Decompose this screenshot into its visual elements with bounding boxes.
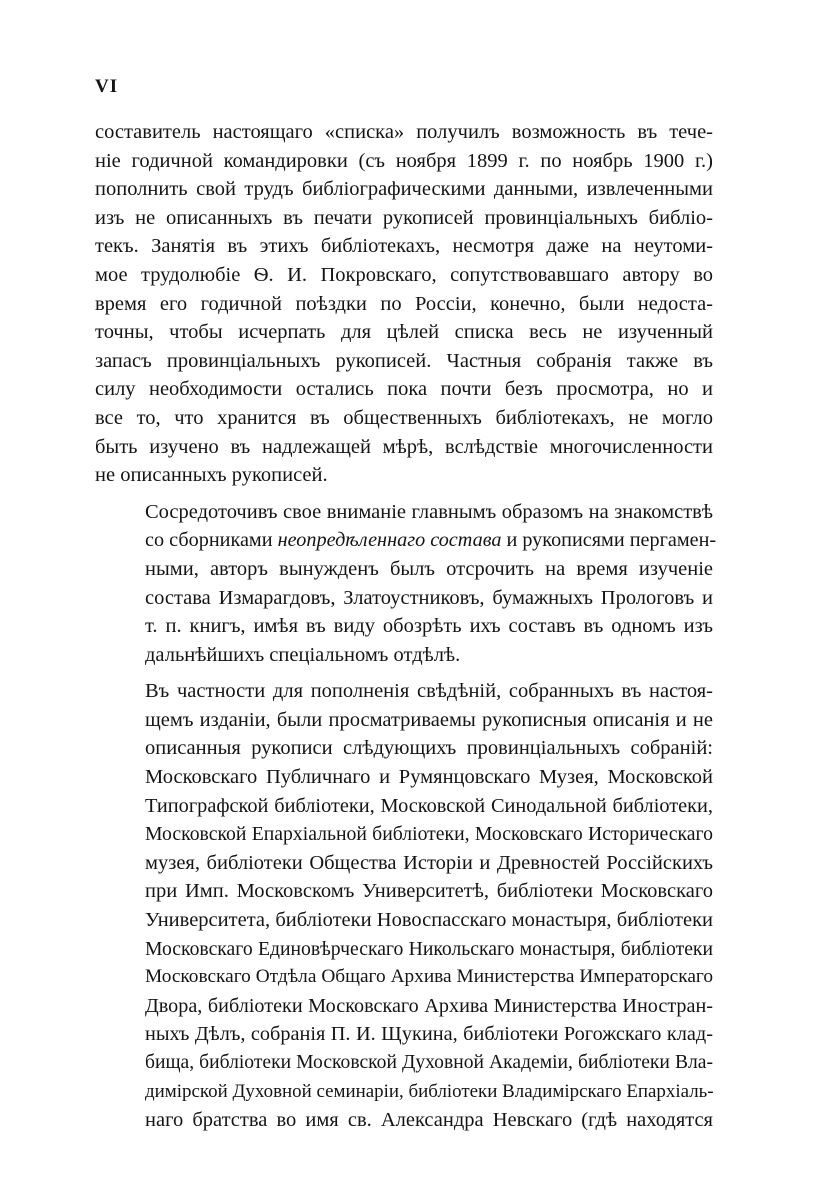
text-line: состава Измарагдовъ, Златоустниковъ, бумажныхъ Прологовъ и — [145, 586, 713, 609]
text-line: димірской Духовной семинаріи, библіотеки Владимірскаго Епархіаль- — [145, 1080, 714, 1102]
text-line: Въ частности для пополненія свѣдѣній, собранныхъ въ настоя- — [145, 680, 713, 703]
paragraph-3 — [95, 677, 713, 1135]
text-line: изъ не описанныхъ въ печати рукописей провинціальныхъ библіо- — [95, 206, 713, 229]
text-line: при Имп. Московскомъ Университетѣ, библіотеки Московскаго — [145, 880, 713, 903]
text-line: музея, библіотеки Общества Исторіи и Древностей Россійскихъ — [145, 851, 713, 874]
text-line: Московскаго Единовѣрческаго Никольскаго монастыря, библіотеки — [145, 937, 713, 960]
text-run: и рукописями пергамен- — [501, 529, 717, 552]
text-run: со сборниками — [145, 529, 278, 552]
text-line: ныхъ Дѣлъ, собранія П. И. Щукина, библіотеки Рогожскаго клад- — [145, 1023, 713, 1046]
text-line: не описанныхъ рукописей. — [95, 464, 328, 487]
text-line: текъ. Занятія въ этихъ библіотекахъ, несмотря даже на неутоми- — [95, 235, 713, 258]
text-line: составитель настоящаго «списка» получилъ возможность въ тече- — [95, 121, 713, 143]
text-line: Типографской библіотеки, Московской Синодальной библіотеки, — [145, 794, 713, 817]
text-line: время его годичной поѣздки по Россіи, конечно, были недоста- — [95, 292, 713, 315]
text-line: ніе годичной командировки (съ ноября 1899 г. по ноябрь 1900 г.) — [95, 149, 713, 172]
text-line-with-italic — [95, 526, 717, 555]
text-line: силу необходимости остались пока почти безъ просмотра, но и — [95, 378, 713, 401]
italic-phrase: неопредѣленнаго состава — [277, 529, 502, 552]
text-line: бища, библіотеки Московской Духовной Академіи, библіотеки Вла- — [145, 1052, 713, 1073]
text-line: Московскаго Отдѣла Общаго Архива Министерства Императорскаго — [145, 966, 713, 988]
text-line: описанныя рукописи слѣдующихъ провинціальныхъ собраній: — [145, 737, 713, 760]
text-line: щемъ изданіи, были просматриваемы рукописныя описанія и не — [145, 708, 713, 731]
text-line: быть изучено въ надлежащей мѣрѣ, вслѣдствіе многочисленности — [95, 435, 713, 458]
body-text — [95, 118, 717, 1135]
text-line: точны, чтобы исчерпать для цѣлей списка весь не изученный — [95, 321, 713, 344]
page-number: VI — [95, 76, 119, 97]
text-line: Московской Епархіальной библіотеки, Московскаго Историческаго — [145, 823, 713, 846]
text-line: пополнить свой трудъ библіографическими данными, извлеченными — [95, 178, 713, 201]
paragraph-2 — [95, 498, 717, 670]
text-line: Университета, библіотеки Новоспасскаго монастыря, библіотеки — [145, 909, 713, 932]
text-line: дальнѣйшихъ спеціальномъ отдѣлѣ. — [145, 643, 461, 666]
text-line: наго братства во имя св. Александра Невскаго (гдѣ находятся — [145, 1109, 713, 1132]
text-line: Московскаго Публичнаго и Румянцовскаго Музея, Московской — [145, 766, 713, 789]
text-line: мое трудолюбіе Ѳ. И. Покровскаго, сопутствовавшаго автору во — [95, 263, 713, 286]
text-line: ными, авторъ вынужденъ былъ отсрочить на время изученіе — [145, 557, 713, 580]
text-line: запасъ провинціальныхъ рукописей. Частныя собранія также въ — [95, 349, 713, 372]
text-line: т. п. книгъ, имѣя въ виду обозрѣть ихъ составъ въ одномъ изъ — [145, 615, 713, 638]
text-line: все то, что хранится въ общественныхъ библіотекахъ, не могло — [95, 406, 713, 429]
paragraph-1 — [95, 118, 713, 490]
text-line: Двора, библіотеки Московскаго Архива Министерства Иностран- — [145, 994, 713, 1017]
text-line: Сосредоточивъ свое вниманіе главнымъ образомъ на знакомствѣ — [145, 500, 713, 523]
